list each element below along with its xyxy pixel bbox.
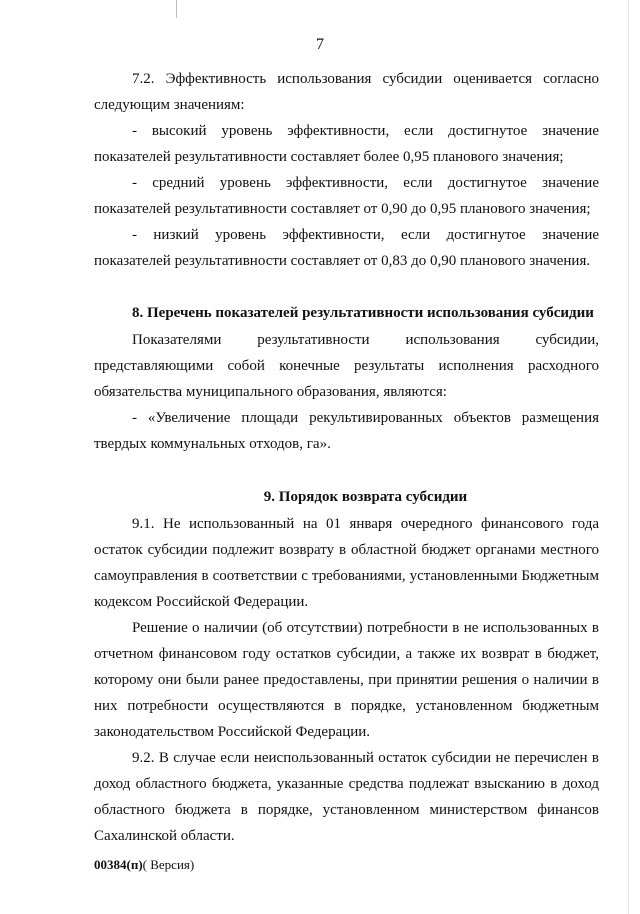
list-item-medium-efficiency: - средний уровень эффективности, если достигнутое значение показателей результативности составляет от 0,90 до 0,95 планового значения; — [94, 175, 599, 217]
section-9-1-paragraph: 9.1. Не использованный на 01 января очередного финансового года остаток субсидии подлежит возврату в областной бюджет органами местного самоуправления в соответствии с требованиями, установленными Бюджетным кодексом Российской Федерации. — [94, 516, 599, 610]
section-8-heading: 8. Перечень показателей результативности использования субсидии — [132, 305, 594, 321]
section-7-2-intro: 7.2. Эффективность использования субсидии оценивается согласно следующим значениям: — [94, 71, 599, 113]
footer-code: 00384(п) — [94, 857, 143, 872]
page-number: 7 — [316, 36, 324, 53]
scan-edge — [628, 0, 629, 914]
footer-document-code — [94, 857, 194, 873]
section-9-decision-paragraph: Решение о наличии (об отсутствии) потребности в не использованных в отчетном финансовом году остатков субсидии, а также их возврат в бюджет, которому они были ранее предоставлены, при принятии решения о наличии в них потребности осуществляются в порядке, установленном бюджетным законодательством Российской Федерации. — [94, 620, 599, 740]
scan-mark — [176, 0, 177, 18]
list-item-high-efficiency: - высокий уровень эффективности, если достигнутое значение показателей результативности составляет более 0,95 планового значения; — [94, 123, 599, 165]
footer-version: ( Версия) — [142, 857, 195, 872]
section-9-heading: 9. Порядок возврата субсидии — [263, 489, 468, 505]
list-item-low-efficiency: - низкий уровень эффективности, если достигнутое значение показателей результативности составляет от 0,83 до 0,90 планового значения. — [94, 227, 599, 269]
section-9-2-paragraph: 9.2. В случае если неиспользованный остаток субсидии не перечислен в доход областного бюджета, указанные средства подлежат взысканию в доход областного бюджета в порядке, установленном министерством финансов Сахалинской области. — [94, 750, 599, 844]
section-8-paragraph: Показателями результативности использования субсидии, представляющими собой конечные результаты исполнения расходного обязательства муниципального образования, являются: — [94, 332, 599, 400]
section-8-list-item: - «Увеличение площади рекультивированных объектов размещения твердых коммунальных отходов, га». — [94, 410, 599, 452]
